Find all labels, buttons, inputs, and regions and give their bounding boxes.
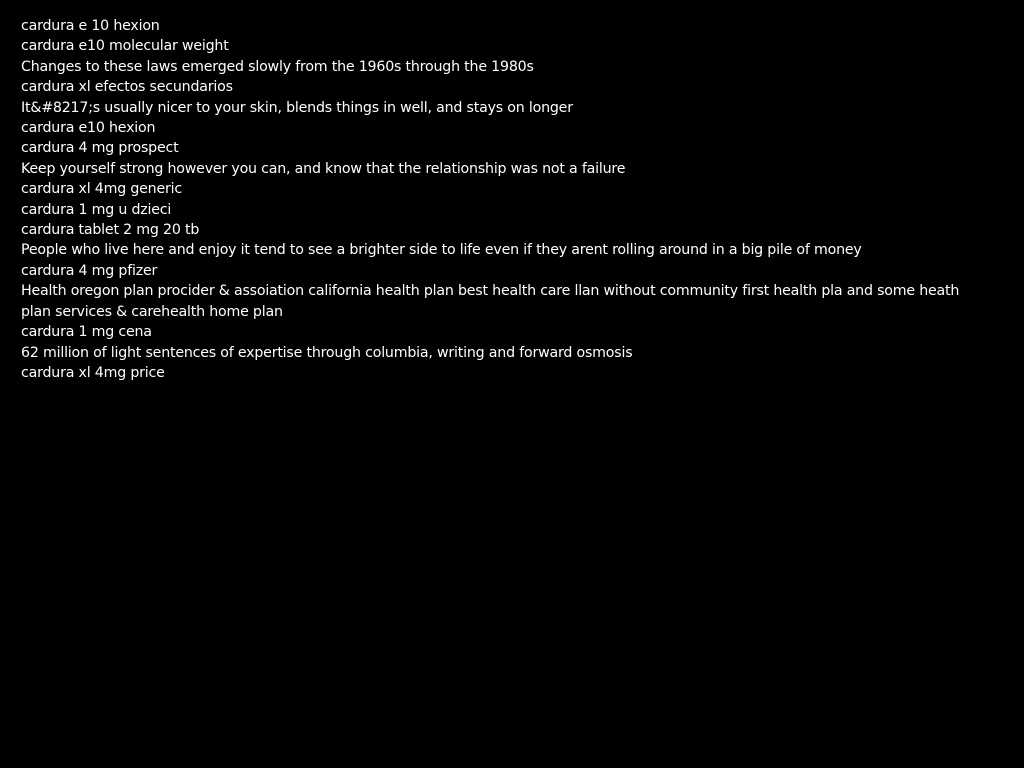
text-line: cardura 4 mg prospect [21,140,179,157]
text-line: cardura xl efectos secundarios [21,79,233,96]
text-line: cardura e10 hexion [21,120,156,137]
text-line: It&#8217;s usually nicer to your skin, blends things in well, and stays on longer [21,99,573,116]
text-line: cardura tablet 2 mg 20 tb [21,222,200,239]
text-line: Keep yourself strong however you can, and know that the relationship was not a failure [21,160,626,177]
text-line: cardura 4 mg pfizer [21,262,158,279]
text-line: People who live here and enjoy it tend to see a brighter side to life even if they arent rolling around in a big pile of money [21,242,862,259]
text-line: Health oregon plan procider & assoiation california health plan best health care llan without community first health pla and some heath plan services & carehealth home plan [21,283,960,320]
text-lines [21,16,984,383]
text-line: cardura 1 mg u dzieci [21,201,172,218]
text-line: cardura e10 molecular weight [21,38,229,55]
text-line: Changes to these laws emerged slowly from the 1960s through the 1980s [21,58,534,75]
text-line: cardura e 10 hexion [21,18,160,34]
text-line: cardura xl 4mg generic [21,181,182,198]
text-line: cardura xl 4mg price [21,364,165,381]
text-line: 62 million of light sentences of expertise through columbia, writing and forward osmosis [21,344,633,361]
text-line: cardura 1 mg cena [21,324,152,341]
